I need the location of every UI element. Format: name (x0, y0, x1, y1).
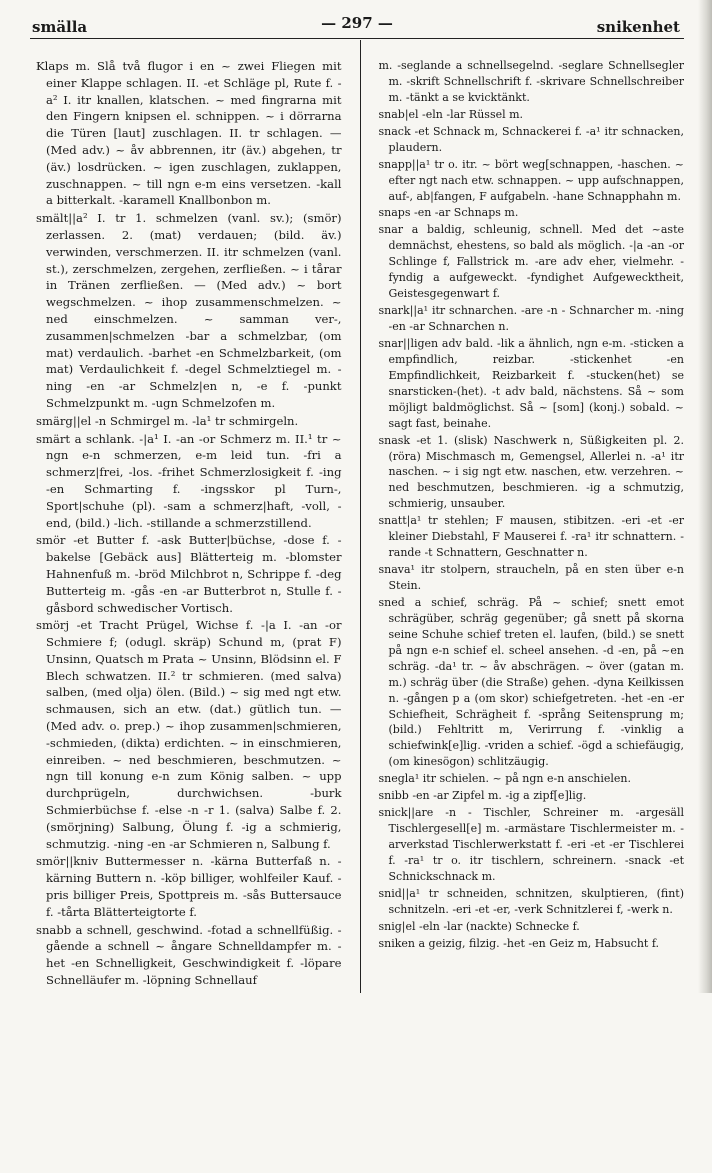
dictionary-entry: snapp||a¹ tr o. itr. ~ bört weg[schnappen, -haschen. ~ efter ngt nach etw. schnappen. ~ upp aufschnappen, auf-, ab|fangen, F aufgabeln. -hane Schnapphahn m. (378, 157, 684, 203)
dictionary-entry: smärt a schlank. -|a¹ I. -an -or Schmerz m. II.¹ tr ~ ngn e-n schmerzen, e-m leid tun. -fri a schmerz|frei, -los. -frihet Schmerzlosigkeit f. -ing -en Schmarting f. -ingsskor pl Turn-, Sport|schuhe (pl). -sam a schmerz|haft, -voll, -end, (bild.) -lich. -stillande a schmerzstillend. (36, 431, 342, 530)
dictionary-entry: snar a baldig, schleunig, schnell. Med det ~aste demnächst, ehestens, so bald als möglich. -|a -an -or Schlinge f, Fallstrick m. -are adv eher, vielmehr. -fyndig a aufgeweckt. -fyndighet Aufgewecktheit, Geistesgegenwart f. (378, 223, 684, 301)
dictionary-entry: sniken a geizig, filzig. -het -en Geiz m, Habsucht f. (378, 936, 660, 950)
left-column (36, 58, 342, 993)
guide-word-left: smälla (32, 18, 88, 36)
dictionary-entry: m. -seglande a schnellsegelnd. -seglare Schnellsegler m. -skrift Schnellschrift f. -skrivare Schnellschreiber m. -tänkt a se kvicktänkt. (378, 59, 684, 104)
dictionary-entry: snar||ligen adv bald. -lik a ähnlich, ngn e-m. -sticken a empfindlich, reizbar. -stickenhet -en Empfindlichkeit, Reizbarkeit f. -stucken(het) se snarsticken-(het). -t adv bald, nächstens. Så ~ som möjligt baldmöglichst. Så ~ [som] (konj.) sobald. ~ sagt fast, beinahe. (378, 336, 684, 430)
page-header (30, 14, 684, 39)
dictionary-entry: snaps -en -ar Schnaps m. (378, 206, 519, 220)
dictionary-entry: smör||kniv Buttermesser n. -kärna Butterfaß n. -kärning Buttern n. -köp billiger, wohlfeiler Kauf. -pris billiger Preis, Spottpreis m. -sås Buttersauce f. -tårta Blätterteigtorte f. (36, 854, 342, 919)
dictionary-entry: snabb a schnell, geschwind. -fotad a schnellfüßig. -gående a schnell ~ ångare Schnelldampfer m. -het -en Schnelligkeit, Geschwindigkeit f. -löpare Schnelläufer m. -löpning Schnellauf (36, 922, 342, 988)
dictionary-entry: snick||are -n - Tischler, Schreiner m. -argesäll Tischlergesell[e] m. -armästare Tischlermeister m. -arverkstad Tischlerwerkstatt f. -eri -et -er Tischlerei f. -ra¹ tr o. itr tischlern, schreinern. -snack -et Schnickschnack m. (378, 806, 684, 883)
guide-word-right: snikenhet (596, 18, 680, 36)
dictionary-entry: snask -et 1. (slisk) Naschwerk n, Süßigkeiten pl. 2. (röra) Mischmasch m, Gemengsel, Allerlei n. -a¹ itr naschen. ~ i sig ngt etw. naschen, etw. verzehren. ~ ned beschmutzen, beschmieren. -ig a schmutzig, schmierig, unsauber. (378, 433, 684, 511)
page-bottom-margin (0, 993, 712, 1173)
dictionary-entry: snid||a¹ tr schneiden, schnitzen, skulptieren, (fint) schnitzeln. -eri -et -er, -verk Schnitzlerei f, -werk n. (378, 886, 684, 916)
dictionary-entry: snig|el -eln -lar (nackte) Schnecke f. (378, 919, 580, 933)
dictionary-columns (36, 58, 684, 993)
column-divider (360, 40, 361, 993)
dictionary-entry: smörj -et Tracht Prügel, Wichse f. -|a I. -an -or Schmiere f; (odugl. skräp) Schund m, (prat F) Unsinn, Quatsch m Prata ~ Unsinn, Blödsinn el. F Blech schwatzen. II.² tr schmieren. (med salva) salben, (med olja) ölen. (Bild.) ~ sig med ngt etw. schmausen, sich an etw. (dat.) gütlich tun. — (Med adv. o. prep.) ~ ihop zusammen|schmieren, -schmieden, (dikta) erdichten. ~ in einschmieren, einreiben. ~ ned beschmieren, beschmutzen. ~ ngn till konung e-n zum König salben. ~ upp durchprügeln, durchwichsen. -burk Schmierbüchse f. -else -n -r 1. (salva) Salbe f. 2. (smörjning) Salbung, Ölung f. -ig a schmierig, schmutzig. -ning -en -ar Schmieren n, Salbung f. (36, 618, 342, 851)
dictionary-entry: Klaps m. Slå två flugor i en ~ zwei Fliegen mit einer Klappe schlagen. II. -et Schläge pl, Rute f. -a² I. itr knallen, klatschen. ~ med fingrarna mit den Fingern knipsen el. schnippen. ~ i dörrarna die Türen [laut] zuschlagen. II. tr schlagen. — (Med adv.) ~ åv abbrennen, itr (äv.) abgehen, tr (äv.) losdrücken. ~ igen zuschlagen, zuklappen, zuschnappen. ~ till ngn e-m eins versetzen. -kall a bitterkalt. -karamell Knallbonbon m. (36, 59, 342, 208)
dictionary-entry: snatt|a¹ tr stehlen; F mausen, stibitzen. -eri -et -er kleiner Diebstahl, F Mauserei f. -ra¹ itr schnattern. -rande -t Schnattern, Geschnatter n. (378, 514, 684, 560)
dictionary-entry: snava¹ itr stolpern, straucheln, på en sten über e-n Stein. (378, 563, 684, 592)
dictionary-entry: smält||a² I. tr 1. schmelzen (vanl. sv.); (smör) zerlassen. 2. (mat) verdauen; (bild. äv.) verwinden, verschmerzen. II. itr schmelzen (vanl. st.), zerschmelzen, zergehen, zerfließen. ~ i tårar in Tränen zerfließen. — (Med adv.) ~ bort wegschmelzen. ~ ihop zusammenschmelzen. ~ ned einschmelzen. ~ samman ver-, zusammen|schmelzen -bar a schmelzbar, (om mat) verdaulich. -barhet -en Schmelzbarkeit, (om mat) Verdaulichkeit f. -degel Schmelztiegel m. -ning -en -ar Schmelz|en n, -e f. -punkt Schmelzpunkt m. -ugn Schmelzofen m. (36, 211, 342, 410)
dictionary-entry: smör -et Butter f. -ask Butter|büchse, -dose f. -bakelse [Gebäck aus] Blätterteig m. -blomster Hahnenfuß m. -bröd Milchbrot n, Schrippe f. -deg Butterteig m. -gås -en -ar Butterbrot n, Stulle f. -gåsbord schwedischer Vortisch. (36, 533, 342, 615)
page-number: — 297 — (321, 14, 393, 32)
dictionary-entry: snibb -en -ar Zipfel m. -ig a zipf[e]lig. (378, 789, 587, 803)
dictionary-entry: smärg||el -n Schmirgel m. -la¹ tr schmirgeln. (36, 413, 299, 428)
dictionary-entry: snegla¹ itr schielen. ~ på ngn e-n anschielen. (378, 772, 631, 786)
dictionary-entry: snark||a¹ itr schnarchen. -are -n - Schnarcher m. -ning -en -ar Schnarchen n. (378, 304, 684, 333)
right-column (379, 58, 685, 993)
dictionary-entry: snack -et Schnack m, Schnackerei f. -a¹ itr schnacken, plaudern. (378, 124, 684, 154)
dictionary-entry: snab|el -eln -lar Rüssel m. (378, 107, 524, 121)
dictionary-entry: sned a schief, schräg. På ~ schief; snett emot schrägüber, schräg gegenüber; gå snett på skorna seine Schuhe schief treten el. laufen, (bild.) se snett på ngn e-n schief el. scheel ansehen. -d -en, på ~en schräg. -da¹ tr. ~ åv abschrägen. ~ över (gatan m. m.) schräg über (die Straße) gehen. -dyna Keilkissen n. -gången p a (om skor) schiefgetreten. -het -en -er Schiefheit, Schrägheit f. -språng Seitensprung m; (bild.) Fehltritt m, Verirrung f. -vinklig a schiefwink[e]lig. -vriden a schief. -ögd a schiefäugig, (om kinesögon) schlitzäugig. (378, 595, 684, 769)
